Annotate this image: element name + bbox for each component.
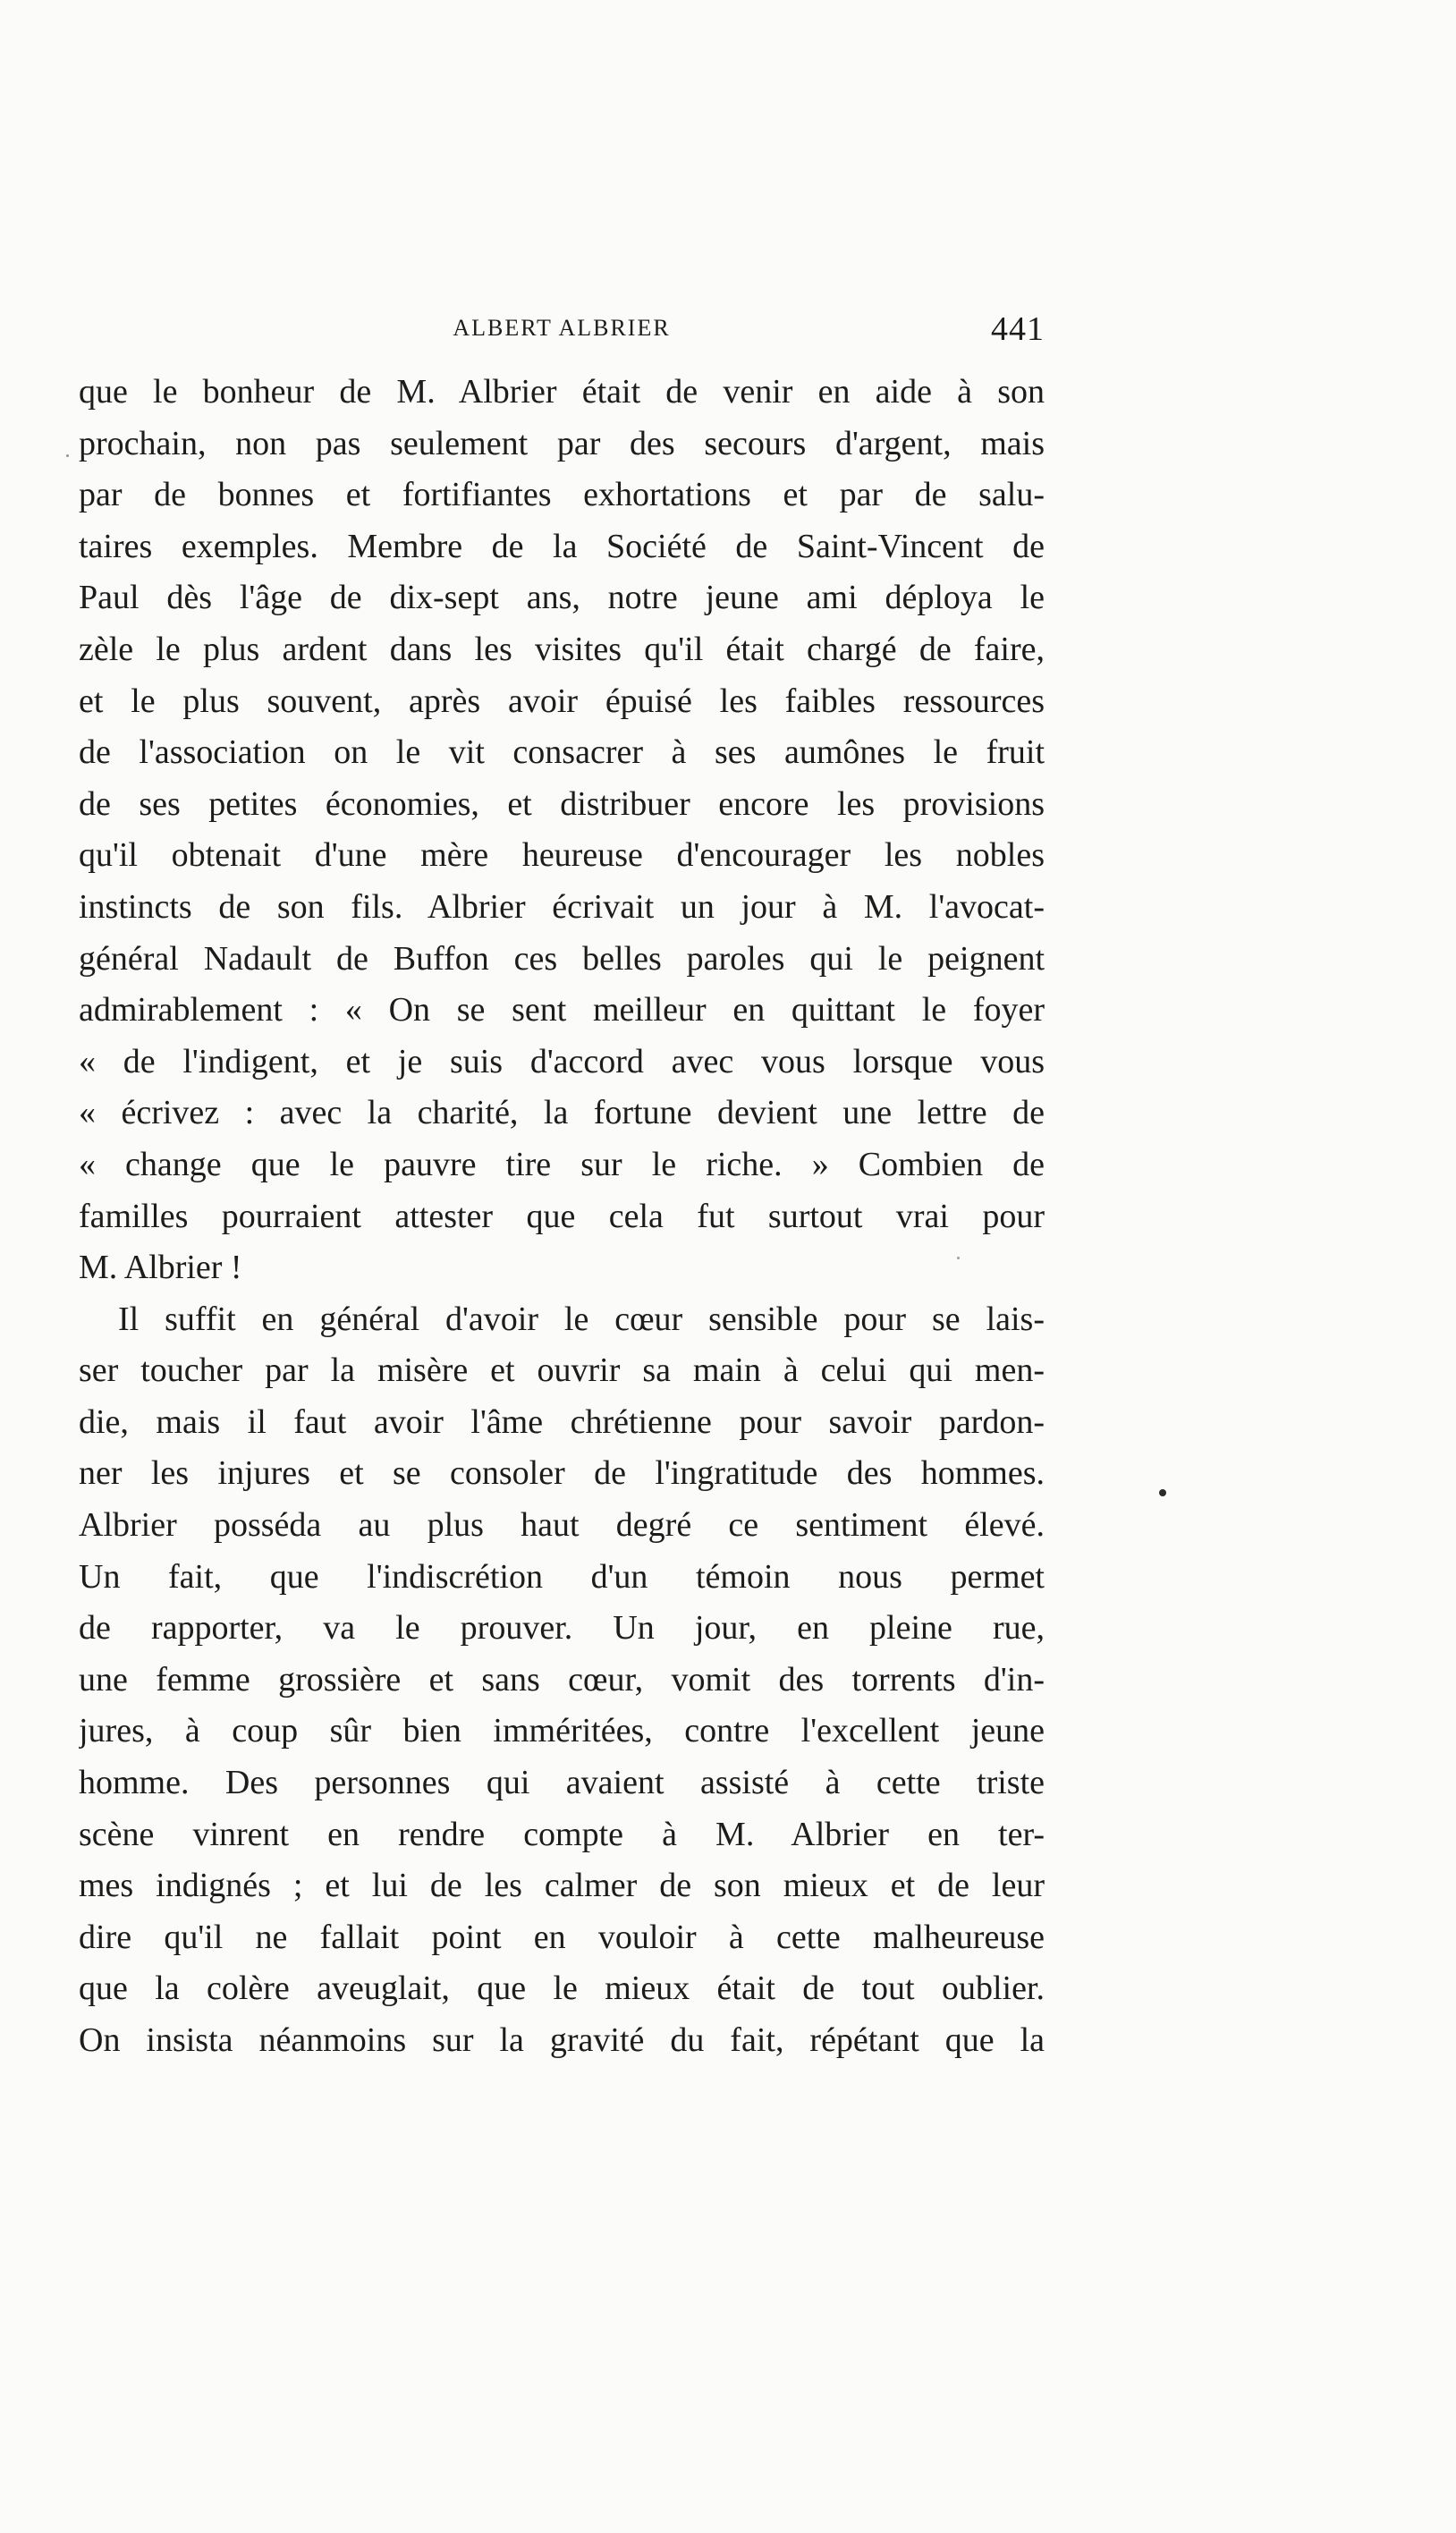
text-line: familles pourraient attester que cela fut surtout vrai pour	[79, 1197, 1045, 1235]
text-line: admirablement : « On se sent meilleur en quittant le foyer	[79, 991, 1045, 1029]
running-title: ALBERT ALBRIER	[453, 315, 671, 341]
text-line: ner les injures et se consoler de l'ingratitude des hommes.	[79, 1454, 1045, 1493]
text-line: « écrivez : avec la charité, la fortune devient une lettre de	[79, 1094, 1045, 1132]
ink-speck	[66, 454, 69, 457]
body-text	[79, 367, 1045, 2067]
text-line: homme. Des personnes qui avaient assisté à cette triste	[79, 1764, 1045, 1802]
text-line: ser toucher par la misère et ouvrir sa main à celui qui men-	[79, 1351, 1045, 1390]
text-line: Un fait, que l'indiscrétion d'un témoin nous permet	[79, 1557, 1045, 1596]
text-line: Paul dès l'âge de dix-sept ans, notre jeune ami déploya le	[79, 579, 1045, 617]
text-line: On insista néanmoins sur la gravité du fait, répétant que la	[79, 2021, 1045, 2059]
text-line: « change que le pauvre tire sur le riche. » Combien de	[79, 1145, 1045, 1183]
text-line: de l'association on le vit consacrer à ses aumônes le fruit	[79, 733, 1045, 772]
page-number: 441	[991, 310, 1045, 348]
text-line: général Nadault de Buffon ces belles paroles qui le peignent	[79, 939, 1045, 978]
text-line: Albrier posséda au plus haut degré ce sentiment élevé.	[79, 1506, 1045, 1545]
ink-speck	[1159, 1489, 1166, 1496]
text-line: que le bonheur de M. Albrier était de venir en aide à son	[79, 373, 1045, 411]
text-line: scène vinrent en rendre compte à M. Albrier en ter-	[79, 1815, 1045, 1853]
text-line: de ses petites économies, et distribuer encore les provisions	[79, 784, 1045, 823]
paragraph-1	[79, 367, 1045, 1294]
text-line: dire qu'il ne fallait point en vouloir à cette malheureuse	[79, 1918, 1045, 1956]
ink-speck	[957, 1257, 960, 1259]
text-line: « de l'indigent, et je suis d'accord avec vous lorsque vous	[79, 1042, 1045, 1080]
text-line: jures, à coup sûr bien imméritées, contre l'excellent jeune	[79, 1712, 1045, 1750]
text-line: qu'il obtenait d'une mère heureuse d'encourager les nobles	[79, 836, 1045, 875]
text-line: zèle le plus ardent dans les visites qu'il était chargé de faire,	[79, 630, 1045, 668]
text-line: par de bonnes et fortifiantes exhortations et par de salu-	[79, 476, 1045, 514]
text-line: et le plus souvent, après avoir épuisé les faibles ressources	[79, 682, 1045, 720]
text-line: une femme grossière et sans cœur, vomit des torrents d'in-	[79, 1660, 1045, 1699]
text-line: instincts de son fils. Albrier écrivait un jour à M. l'avocat-	[79, 887, 1045, 926]
text-line: mes indignés ; et lui de les calmer de son mieux et de leur	[79, 1867, 1045, 1905]
paragraph-2	[79, 1294, 1045, 2067]
text-line: que la colère aveuglait, que le mieux était de tout oublier.	[79, 1970, 1045, 2008]
running-head	[79, 310, 1045, 360]
text-line: M. Albrier !	[79, 1249, 242, 1287]
text-line: prochain, non pas seulement par des secours d'argent, mais	[79, 424, 1045, 462]
text-line: die, mais il faut avoir l'âme chrétienne pour savoir pardon-	[79, 1402, 1045, 1441]
text-line: taires exemples. Membre de la Société de Saint-Vincent de	[79, 527, 1045, 565]
text-line: de rapporter, va le prouver. Un jour, en pleine rue,	[79, 1609, 1045, 1648]
text-line: Il suffit en général d'avoir le cœur sensible pour se lais-	[118, 1300, 1045, 1338]
